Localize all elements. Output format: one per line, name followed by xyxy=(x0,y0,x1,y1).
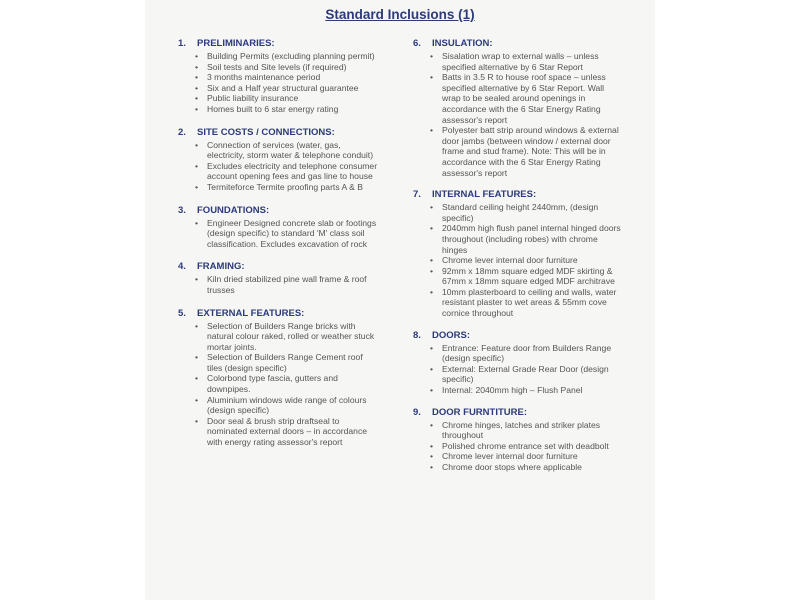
section-preliminaries xyxy=(178,38,378,115)
section-heading xyxy=(178,308,378,319)
list-item: • Homes built to 6 star energy rating xyxy=(195,104,378,115)
bullet-list xyxy=(413,202,623,319)
list-item: • Standard ceiling height 2440mm, (design specific) xyxy=(430,202,623,223)
page-title: Standard Inclusions (1) xyxy=(325,7,475,22)
bullet-list xyxy=(413,51,623,178)
list-item: • Internal: 2040mm high – Flush Panel xyxy=(430,385,623,396)
section-number: 6. xyxy=(413,38,421,49)
bullet-list xyxy=(178,218,378,250)
list-item: • Polished chrome entrance set with deadbolt xyxy=(430,441,623,452)
list-item: • Six and a Half year structural guarantee xyxy=(195,83,378,94)
section-number: 7. xyxy=(413,189,421,201)
list-item: • Soil tests and Site levels (if required) xyxy=(195,62,378,73)
list-item: • Batts in 3.5 R to house roof space – unless specified alternative by 6 Star Report. Wall wrap to be sealed around openings in accordance with the 6 Star Energy Rating assessor's report xyxy=(430,72,623,125)
section-heading xyxy=(413,407,623,418)
section-heading xyxy=(178,38,378,49)
list-item: • Chrome hinges, latches and striker plates throughout xyxy=(430,420,623,441)
section-heading xyxy=(178,127,378,138)
list-item: • 2040mm high flush panel internal hinged doors throughout (including robes) with chrome hinges xyxy=(430,223,623,255)
list-item: • Chrome lever internal door furniture xyxy=(430,255,623,266)
section-number: 8. xyxy=(413,329,421,341)
list-item: • Selection of Builders Range Cement roof tiles (design specific) xyxy=(195,352,378,373)
list-item: • Door seal & brush strip draftseal to nominated external doors – in accordance with energy rating assessor's report xyxy=(195,416,378,448)
section-number: 3. xyxy=(178,204,186,216)
section-heading xyxy=(413,189,623,200)
section-number: 9. xyxy=(413,406,421,418)
section-external-features xyxy=(178,308,378,448)
section-doors xyxy=(413,330,623,396)
list-item: • Sisalation wrap to external walls – unless specified alternative by 6 Star Report xyxy=(430,51,623,72)
list-item: • 3 months maintenance period xyxy=(195,72,378,83)
list-item: • Kiln dried stabilized pine wall frame & roof trusses xyxy=(195,274,378,295)
section-internal-features xyxy=(413,189,623,319)
bullet-list xyxy=(178,321,378,448)
list-item: • Chrome lever internal door furniture xyxy=(430,451,623,462)
section-foundations xyxy=(178,205,378,250)
section-insulation xyxy=(413,38,623,178)
list-item: • Engineer Designed concrete slab or footings (design specific) to standard 'M' class soil classification. Excludes excavation of rock xyxy=(195,218,378,250)
section-number: 4. xyxy=(178,261,186,273)
bullet-list xyxy=(178,274,378,295)
section-heading xyxy=(178,205,378,216)
list-item: • Building Permits (excluding planning permit) xyxy=(195,51,378,62)
list-item: • Polyester batt strip around windows & external door jambs (between window / external door frame and stud frame). Note: This will be in accordance with the 6 Star Energy Rating assessor's report xyxy=(430,125,623,178)
bullet-list xyxy=(178,51,378,115)
right-column xyxy=(413,38,623,484)
list-item: • Chrome door stops where applicable xyxy=(430,462,623,473)
section-title: DOORS: xyxy=(432,329,470,341)
section-heading xyxy=(413,38,623,49)
list-item: • 92mm x 18mm square edged MDF skirting & 67mm x 18mm square edged MDF architrave xyxy=(430,266,623,287)
section-framing xyxy=(178,261,378,295)
bullet-list xyxy=(178,140,378,193)
list-item: • Excludes electricity and telephone consumer account opening fees and gas line to house xyxy=(195,161,378,182)
section-heading xyxy=(178,261,378,272)
section-title: FOUNDATIONS: xyxy=(197,204,270,216)
list-item: • Entrance: Feature door from Builders Range (design specific) xyxy=(430,343,623,364)
section-number: 5. xyxy=(178,307,186,319)
section-title: SITE COSTS / CONNECTIONS: xyxy=(197,126,335,138)
list-item: • 10mm plasterboard to ceiling and walls, water resistant plaster to wet areas & 55mm cove cornice throughout xyxy=(430,287,623,319)
list-item: • Aluminium windows wide range of colours (design specific) xyxy=(195,395,378,416)
section-number: 2. xyxy=(178,126,186,138)
section-title: FRAMING: xyxy=(197,261,245,273)
section-title: EXTERNAL FEATURES: xyxy=(197,307,305,319)
section-heading xyxy=(413,330,623,341)
section-number: 1. xyxy=(178,38,186,49)
section-site-costs xyxy=(178,127,378,193)
list-item: • Colorbond type fascia, gutters and downpipes. xyxy=(195,373,378,394)
list-item: • Public liability insurance xyxy=(195,93,378,104)
list-item: • Termiteforce Termite proofing parts A & B xyxy=(195,182,378,193)
section-door-furniture xyxy=(413,407,623,473)
list-item: • External: External Grade Rear Door (design specific) xyxy=(430,364,623,385)
section-title: PRELIMINARIES: xyxy=(197,38,275,49)
section-title: DOOR FURNTITURE: xyxy=(432,406,527,418)
section-title: INTERNAL FEATURES: xyxy=(432,189,537,201)
left-column xyxy=(178,38,378,460)
bullet-list xyxy=(413,343,623,396)
bullet-list xyxy=(413,420,623,473)
list-item: • Selection of Builders Range bricks with natural colour raked, rolled or weather stuck mortar joints. xyxy=(195,321,378,353)
list-item: • Connection of services (water, gas, electricity, storm water & telephone conduit) xyxy=(195,140,378,161)
section-title: INSULATION: xyxy=(432,38,493,49)
